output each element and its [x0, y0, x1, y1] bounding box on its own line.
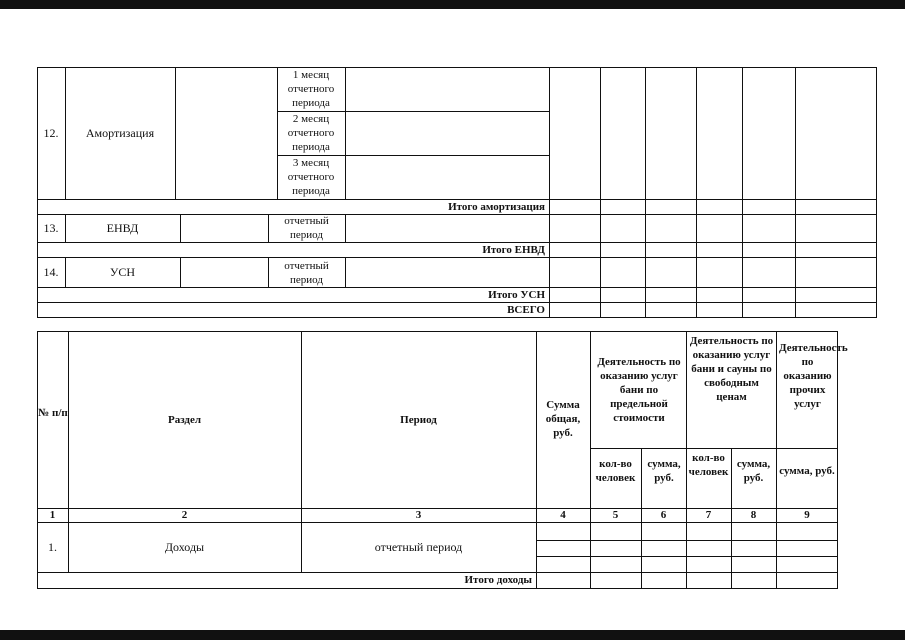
row14-period: отчетный период [284, 260, 329, 286]
col-number-2: 2 [181, 509, 188, 521]
table1-border [37, 67, 877, 318]
row1-section: Доходы [164, 540, 205, 554]
row1-period: отчетный период [374, 540, 463, 554]
row12-month3: 3 месяц отчетного периода [287, 157, 335, 197]
header-period: Период [400, 414, 437, 426]
col-number-1: 1 [49, 509, 56, 521]
total-income-label: Итого доходы [464, 574, 532, 586]
total-envd-label: Итого ЕНВД [482, 244, 545, 256]
header-activity-3: Деятельность по оказанию прочих услуг [779, 342, 848, 410]
header-sum-3: сумма, руб. [779, 465, 835, 477]
col-number-4: 4 [560, 509, 566, 521]
col-number-8: 8 [750, 509, 757, 521]
header-sum-2: сумма, руб. [736, 458, 771, 484]
row14-name: УСН [109, 265, 136, 279]
row12-name: Амортизация [85, 126, 155, 140]
col-number-9: 9 [804, 509, 810, 521]
grand-total-label: ВСЕГО [507, 304, 545, 316]
row12-number: 12. [43, 126, 59, 140]
header-activity-1: Деятельность по оказанию услуг бани по предельной стоимости [597, 356, 681, 424]
header-qty-2: кол-во человек [688, 452, 729, 478]
total-usn-label: Итого УСН [488, 289, 545, 301]
row13-name: ЕНВД [106, 221, 139, 235]
row14-number: 14. [43, 265, 59, 279]
col-number-6: 6 [660, 509, 667, 521]
col-number-5: 5 [612, 509, 619, 521]
row1-number: 1. [48, 540, 57, 554]
header-qty-1: кол-во человек [595, 458, 636, 484]
col-number-3: 3 [415, 509, 422, 521]
header-activity-2: Деятельность по оказанию услуг бани и сауны по свободным ценам [689, 335, 774, 403]
row12-month2: 2 месяц отчетного периода [287, 113, 335, 153]
total-amortization-label: Итого амортизация [448, 201, 545, 213]
header-sum-total: Сумма общая, руб. [545, 399, 581, 439]
scan-bottom-edge [0, 630, 905, 640]
header-sum-1: сумма, руб. [647, 458, 681, 484]
row13-number: 13. [43, 221, 59, 235]
header-num: № п/п [38, 407, 68, 419]
col-number-7: 7 [705, 509, 712, 521]
header-section: Раздел [167, 414, 202, 426]
row12-month1: 1 месяц отчетного периода [287, 69, 335, 109]
scan-top-edge [0, 0, 905, 9]
row13-period: отчетный период [284, 215, 329, 241]
